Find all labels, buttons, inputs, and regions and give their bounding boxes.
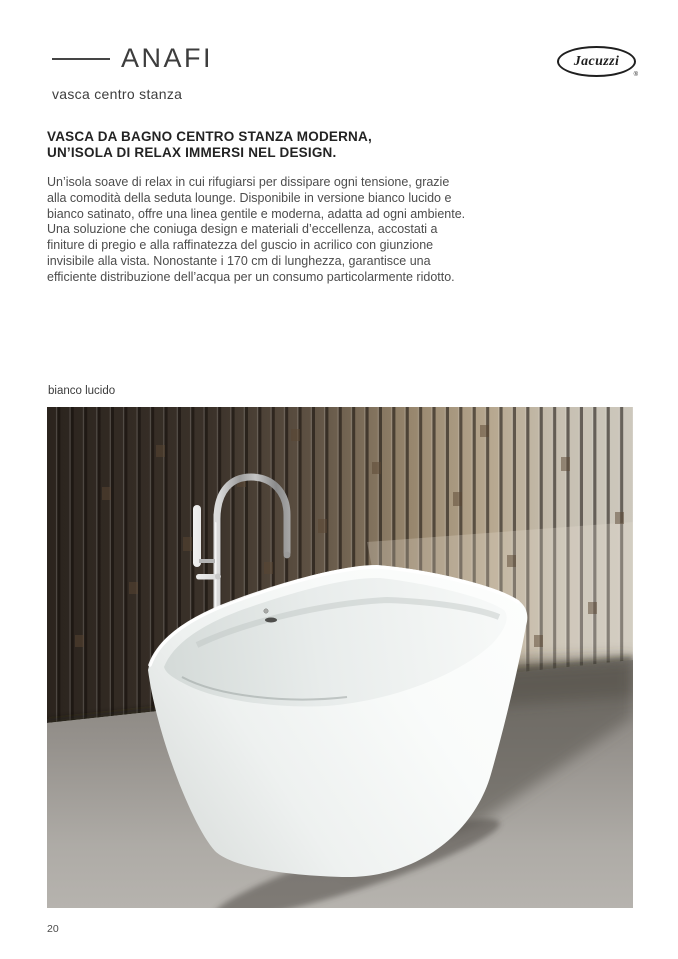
product-title-row — [52, 45, 213, 72]
product-category: vasca centro stanza — [52, 86, 183, 102]
jacuzzi-logo-text: Jacuzzi — [573, 53, 620, 69]
bathtub-scene — [47, 407, 633, 908]
jacuzzi-logo — [557, 46, 636, 77]
faucet-handle — [196, 574, 218, 580]
hand-shower — [193, 505, 201, 567]
description-paragraph: Un’isola soave di relax in cui rifugiarsi per dissipare ogni tensione, grazie alla comodità della seduta lounge. Disponibile in versione bianco lucido e bianco satinato, offre una linea gentile e moderna, adatta ad ogni ambiente. Una soluzione che coniuga design e materiali d’eccellenza, accostati a finiture di pregio e alla raffinatezza del guscio in acrilico con giunzione invisibile alla vista. Nonostante i 170 cm di lunghezza, garantisce una efficiente distribuzione dell’acqua per un consumo particolarmente ridotto. — [47, 175, 466, 284]
registered-trademark-symbol: ® — [633, 72, 638, 78]
finish-label: bianco lucido — [48, 385, 116, 397]
page-title: ANAFI — [121, 43, 214, 73]
fill-jet — [264, 609, 268, 613]
section-heading — [47, 129, 477, 161]
title-dash — [52, 58, 110, 60]
page-number: 20 — [47, 923, 59, 935]
overflow-drain — [265, 618, 277, 623]
section-heading-line2: UN’ISOLA DI RELAX IMMERSI NEL DESIGN. — [47, 145, 337, 161]
product-photo — [47, 407, 633, 908]
section-heading-line1: VASCA DA BAGNO CENTRO STANZA MODERNA, — [47, 129, 372, 144]
